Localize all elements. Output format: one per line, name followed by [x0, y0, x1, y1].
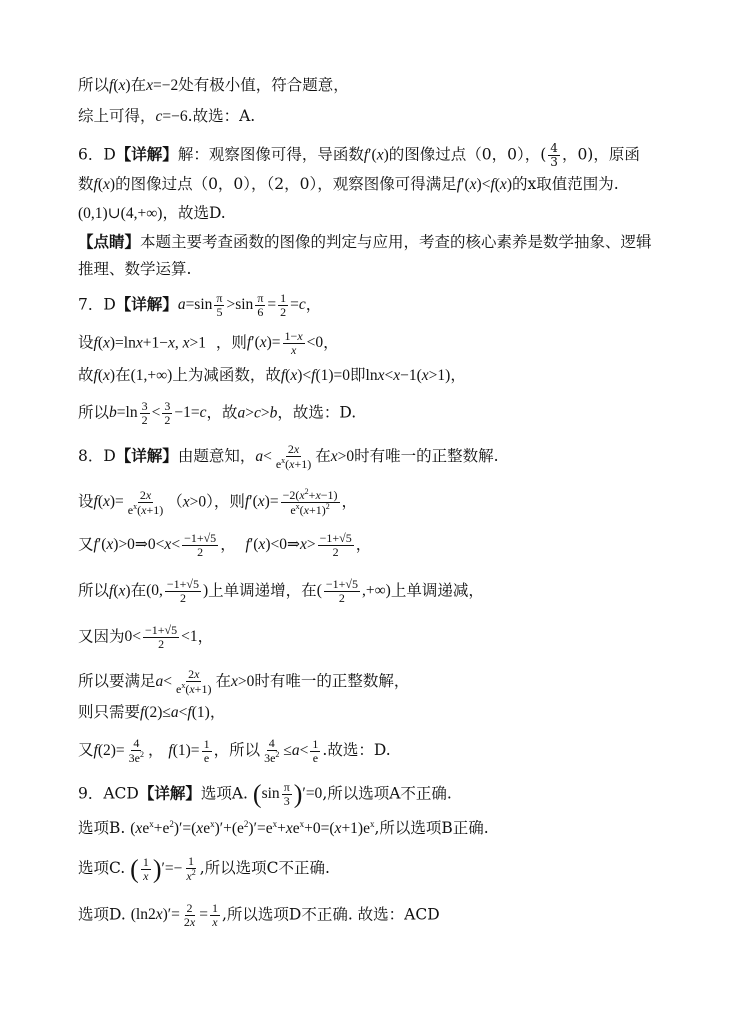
text-line: 综上可得，c=−6.故选：A. — [78, 107, 256, 125]
text-line: 设f(x)=lnx+1−x, x>1 ，则f′(x)= $\frac{1-x}{x}$ <0， — [78, 329, 339, 358]
text-line: 7．D【详解】a=sin $\frac{\pi}{5}$ >sin $\frac{\pi}{6}$ = $\frac{1}{2}$ =c， — [78, 291, 322, 320]
text-line: 所以f(x)在x=−2处有极小值，符合题意， — [78, 76, 349, 94]
text-line: 9．ACD【详解】选项A. (sin $\frac{\pi}{3}$ )′=0,所以选项A不正确. — [78, 779, 452, 809]
text-line: 又f′(x)>0⇒0<x< $\frac{-1+√5}{2}$ ， f′(x)<0⇒x> $\frac{-1+√5}{2}$ ， — [78, 531, 372, 560]
text-line: (0,1)∪(4,+∞)，故选D. — [78, 204, 226, 222]
text-line: 6．D【详解】解：观察图像可得，导函数f′(x)的图像过点（0，0），( $\frac{4}{3}$ ，0)，原函 — [78, 141, 640, 170]
text-line: 设f(x)= $\frac{2x}{e^x(x+1)}$ （x>0），则f′(x)= $\frac{-2(x^2+x-1)}{e^x(x+1)^2}$ ， — [78, 487, 358, 518]
text-line: 所以f(x)在(0, $\frac{-1+√5}{2}$ )上单调递增，在( $\frac{-1+√5}{2}$ ,+∞)上单调递减， — [78, 577, 484, 606]
text-line: 推理、数学运算. — [78, 260, 192, 278]
text-line: 又因为0< $\frac{-1+√5}{2}$ <1， — [78, 623, 214, 652]
text-line: 选项C. ( $\frac{1}{x}$ )′=− $\frac{1}{x^2}$ ,所以选项C不正确. — [78, 854, 330, 884]
text-line: 选项D. (ln2x)′= $\frac{2}{2x}$ = $\frac{1}{x}$ ,所以选项D不正确. 故选：ACD — [78, 901, 440, 930]
text-line: 则只需要f(2)≤a<f(1)， — [78, 703, 226, 721]
text-line: 故f(x)在(1,+∞)上为减函数，故f(x)<f(1)=0即lnx<x−1(x>1)， — [78, 366, 466, 384]
text-line: 所以b=ln $\frac{3}{2}$ < $\frac{3}{2}$ −1=c，故a>c>b，故选：D. — [78, 399, 357, 428]
text-line: 数f(x)的图像过点（0，0），（2，0），观察图像可得满足f′(x)<f(x)的x取值范围为. — [78, 175, 619, 193]
text-line: 所以要满足a< $\frac{2x}{e^x(x+1)}$ 在x>0时有唯一的正整数解， — [78, 667, 410, 697]
text-line: 选项B. $(xe^x+e^2)'=(xe^x)'+(e^2)'=e^x+xe^x+0=(x+1)e^x$,所以选项B正确. — [78, 819, 489, 838]
text-line: 8．D【详解】由题意知，a< $\frac{2x}{e^x(x+1)}$ 在x>0时有唯一的正整数解. — [78, 442, 499, 472]
text-line: 【点睛】本题主要考查函数的图像的判定与应用，考查的核心素养是数学抽象、逻辑 — [78, 232, 652, 251]
text-line: 又f(2)= $\frac{4}{3e^2}$ ， f(1)= $\frac{1}{e}$ ，所以 $\frac{4}{3e^2}$ ≤a< $\frac{1}{e}$ .故选：D. — [78, 736, 391, 766]
